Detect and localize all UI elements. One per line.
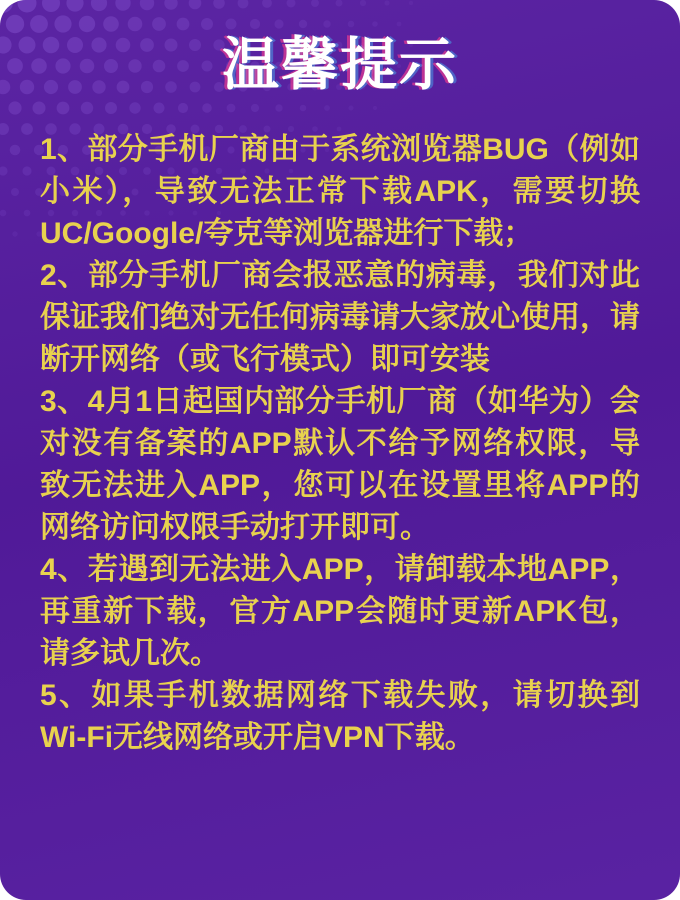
notice-title: 温馨提示 (222, 33, 458, 97)
tip-paragraph-1: 1、部分手机厂商由于系统浏览器BUG（例如小米），导致无法正常下载APK，需要切换UC/Google/夸克等浏览器进行下载； (40, 132, 640, 250)
tip-paragraph-4: 4、若遇到无法进入APP，请卸载本地APP，再重新下载，官方APP会随时更新APK包，请多试几次。 (40, 552, 640, 670)
tip-paragraph-5: 5、如果手机数据网络下载失败，请切换到Wi-Fi无线网络或开启VPN下载。 (40, 678, 640, 754)
tip-paragraph-2: 2、部分手机厂商会报恶意的病毒，我们对此保证我们绝对无任何病毒请大家放心使用，请断开网络（或飞行模式）即可安装 (40, 258, 640, 376)
tips-list (0, 129, 680, 759)
tip-paragraph-3: 3、4月1日起国内部分手机厂商（如华为）会对没有备案的APP默认不给予网络权限，导致无法进入APP，您可以在设置里将APP的网络访问权限手动打开即可。 (40, 384, 640, 544)
